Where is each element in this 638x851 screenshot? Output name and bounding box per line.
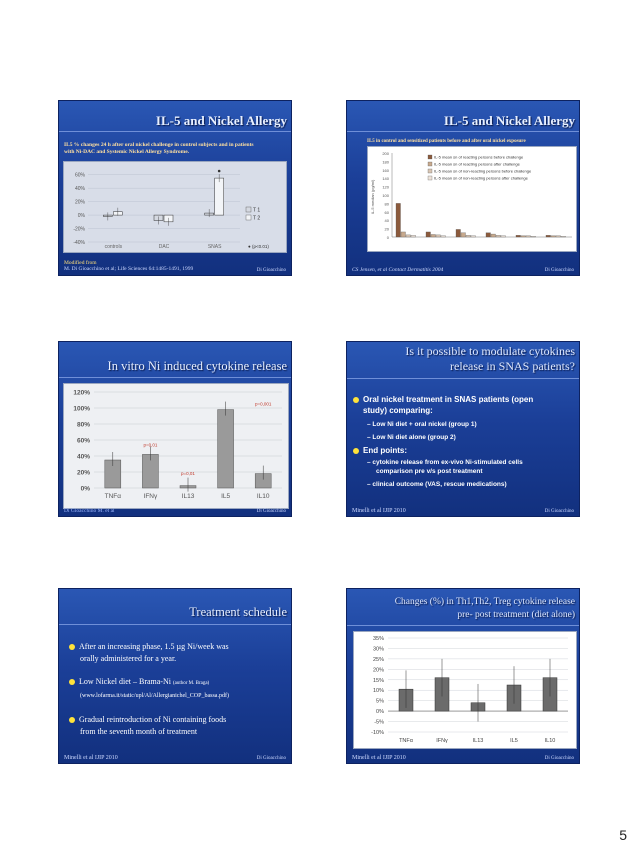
- footer-source: [64, 260, 193, 272]
- chart-panel: [367, 146, 577, 252]
- bullet-text: Gradual reintroduction of Ni containing foods: [79, 715, 227, 724]
- bar: [496, 235, 501, 237]
- significance-label: p=0,01: [181, 471, 195, 477]
- bullet-item: [69, 714, 289, 726]
- legend-label: IL-5 mean sn of non-reacting persons before challenge: [434, 168, 532, 174]
- y-tick-label: 40: [384, 218, 389, 224]
- footer-source: Minelli et al IJIP 2010: [64, 755, 118, 761]
- bar: [526, 236, 531, 237]
- y-tick-label: 20%: [372, 667, 384, 674]
- in-vitro-cytokine-chart: [64, 384, 288, 508]
- bullet-continuation: study) comparing:: [363, 406, 433, 415]
- y-tick-label: 140: [382, 176, 389, 182]
- sub-text: Low Ni diet alone (group 2): [372, 434, 456, 441]
- bar: [411, 235, 416, 237]
- legend-label: IL-5 mean sn of reacting persons before challenge: [434, 154, 524, 160]
- chart-panel: [353, 631, 577, 749]
- sub-text: cytokine release from ex-vivo Ni-stimulated cells: [372, 459, 523, 466]
- slide-title: [395, 596, 575, 622]
- footer-source: Di Gioacchino M. et al: [64, 508, 115, 514]
- bullet-text: Low Nickel diet – Brama-Ni: [79, 677, 173, 686]
- slide-title: IL-5 and Nickel Allergy: [443, 113, 575, 128]
- x-tick-label: IL10: [256, 493, 270, 500]
- y-tick-label: 160: [382, 167, 389, 173]
- bullet-item: [353, 445, 577, 456]
- slide-title: Treatment schedule: [189, 605, 287, 619]
- bullet-list: [353, 394, 577, 490]
- x-tick-label: IL13: [472, 738, 484, 744]
- y-tick-label: 100%: [73, 405, 90, 413]
- y-tick-label: 20: [384, 226, 389, 232]
- y-tick-label: -40%: [73, 240, 85, 246]
- y-tick-label: 120%: [73, 389, 90, 397]
- title-divider: [59, 377, 291, 378]
- x-tick-label: TNFα: [399, 738, 413, 744]
- slide-in-vitro: [58, 341, 292, 517]
- sub-item: [353, 479, 577, 490]
- significance-label: p=0,001: [254, 401, 272, 407]
- footer-author: Di Gioacchino: [544, 268, 574, 273]
- y-tick-label: 60: [384, 209, 389, 215]
- page-number: 5: [619, 827, 627, 843]
- y-tick-label: -20%: [73, 226, 85, 233]
- x-tick-label: IFNγ: [436, 738, 448, 744]
- bullet-text: End points:: [363, 446, 407, 455]
- bar: [516, 235, 521, 237]
- bar: [471, 236, 476, 237]
- x-tick-label: controls: [104, 244, 123, 250]
- sub-item: [353, 419, 577, 430]
- jensen-il5-chart: [368, 147, 576, 251]
- bar: [461, 233, 466, 237]
- dash: –: [367, 434, 373, 441]
- changes-cytokine-chart: [354, 632, 576, 748]
- bar: [456, 229, 461, 237]
- x-tick-label: IFNγ: [143, 493, 158, 500]
- bullet-list: [69, 641, 289, 738]
- y-tick-label: 35%: [372, 636, 384, 642]
- y-tick-label: 15%: [372, 677, 384, 684]
- slide-changes-diet: [346, 588, 580, 764]
- bullet-text: Oral nickel treatment in SNAS patients (open: [363, 395, 534, 404]
- sub-item: [353, 432, 577, 443]
- legend-swatch: [428, 162, 432, 166]
- dash: –: [367, 421, 373, 428]
- y-tick-label: 20%: [74, 199, 85, 206]
- bar: [436, 235, 441, 237]
- bar: [491, 234, 496, 237]
- footer-author: Di Gioacchino: [256, 509, 286, 514]
- y-tick-label: 40%: [74, 186, 85, 193]
- y-axis-label: IL-5 median (pg/ml): [370, 179, 375, 215]
- bullet-continuation: from the seventh month of treatment: [80, 727, 198, 736]
- y-tick-label: 0%: [376, 709, 384, 716]
- bar: [396, 203, 401, 237]
- slide-title: [405, 344, 575, 374]
- bar: [556, 236, 561, 237]
- title-divider: [59, 624, 291, 625]
- footer-author: Di Gioacchino: [256, 268, 286, 273]
- x-tick-label: IL5: [221, 493, 231, 500]
- bar: [561, 236, 566, 237]
- bar: [431, 234, 436, 237]
- y-tick-label: 40%: [76, 453, 90, 461]
- y-tick-label: 60%: [74, 172, 85, 179]
- bar: [551, 236, 556, 237]
- bar: [406, 235, 411, 237]
- y-tick-label: 0%: [77, 213, 85, 220]
- bar: [501, 236, 506, 237]
- legend-label: IL-5 mean sn of non-reacting persons after challenge: [434, 175, 528, 181]
- bar: [441, 236, 446, 237]
- bar: [426, 232, 431, 237]
- legend-label: IL-5 mean sn of reacting persons after challenge: [434, 161, 520, 167]
- footer-source: Minelli et al IJIP 2010: [352, 755, 406, 761]
- chart-panel: [63, 383, 289, 509]
- y-tick-label: 20%: [76, 469, 90, 477]
- slide-title-line-2: pre- post treatment (diet alone): [457, 610, 575, 620]
- y-tick-label: 5%: [376, 698, 384, 705]
- slide-caption: IL5 % changes 24 h after oral nickel challenge in control subjects and in patients with Ni-DAC and Systemic Nickel Allergy Syndrome.: [64, 142, 254, 155]
- title-divider: [59, 131, 291, 132]
- y-tick-label: 180: [382, 159, 389, 165]
- title-divider: [347, 378, 579, 379]
- il5-change-chart: [64, 162, 286, 252]
- legend-swatch: [428, 155, 432, 159]
- x-tick-label: IL13: [181, 493, 195, 500]
- bar: [531, 236, 536, 237]
- y-tick-label: 25%: [372, 656, 384, 663]
- footer-source: Minelli et al IJIP 2010: [352, 508, 406, 514]
- slide-il5-nickel-1: [58, 100, 292, 276]
- footer-author: Di Gioacchino: [256, 756, 286, 761]
- slide-treatment-schedule: [58, 588, 292, 764]
- footer-author: Di Gioacchino: [544, 509, 574, 514]
- bullet-dot: [353, 448, 359, 454]
- x-tick-label: TNFα: [104, 493, 122, 500]
- title-divider: [347, 625, 579, 626]
- y-tick-label: -5%: [374, 719, 384, 726]
- y-tick-label: 10%: [372, 688, 384, 695]
- bar: [546, 235, 551, 237]
- bullet-dot: [353, 397, 359, 403]
- title-divider: [347, 131, 579, 132]
- bullet-dot: [69, 644, 75, 650]
- slide-title-line-1: Is it possible to modulate cytokines: [405, 344, 575, 358]
- x-tick-label: IL5: [510, 738, 518, 744]
- sub-text: clinical outcome (VAS, rescue medications): [372, 481, 507, 488]
- slide-title-line-2: release in SNAS patients?: [450, 359, 575, 373]
- bullet-text: After an increasing phase, 1.5 µg Ni/week was: [79, 642, 229, 651]
- dash: –: [367, 481, 373, 488]
- footer-source-line-1: Modified from: [64, 260, 97, 266]
- bullet-continuation: orally administered for a year.: [80, 654, 177, 663]
- bullet-item: [69, 641, 289, 653]
- y-tick-label: 120: [382, 184, 389, 190]
- y-tick-label: 80: [384, 201, 389, 207]
- sub-item: [353, 458, 577, 467]
- dash: –: [367, 459, 373, 466]
- bullet-link[interactable]: (www.lofarma.it/static/upl/Al/Allergianichel_COP_bassa.pdf): [80, 693, 229, 699]
- bar: [466, 235, 471, 237]
- slide-modulate-cytokines: [346, 341, 580, 517]
- significance-marker: [218, 170, 221, 173]
- bullet-dot: [69, 717, 75, 723]
- bar: [486, 233, 491, 237]
- significance-note: ● (p<0.01): [248, 244, 269, 249]
- y-tick-label: -10%: [371, 730, 384, 736]
- y-tick-label: 0: [386, 235, 389, 240]
- footer-source: CS Jensen, et al Contact Dermatitis 2004: [352, 267, 444, 273]
- sub-text: Low Ni diet + oral nickel (group 1): [372, 421, 477, 428]
- slide-caption: IL5 in control and sensitized patients before and after oral nickel exposure: [367, 139, 526, 144]
- chart-panel: [63, 161, 287, 253]
- y-tick-label: 60%: [76, 437, 90, 445]
- bullet-dot: [69, 679, 75, 685]
- legend-swatch: [246, 207, 251, 212]
- y-tick-label: 0%: [80, 485, 90, 493]
- bullet-item: [69, 676, 289, 690]
- legend-swatch: [428, 169, 432, 173]
- footer-author: Di Gioacchino: [544, 756, 574, 761]
- slide-title: In vitro Ni induced cytokine release: [107, 359, 287, 373]
- bar: [521, 236, 526, 237]
- slide-il5-nickel-2: [346, 100, 580, 276]
- y-tick-label: 80%: [76, 421, 90, 429]
- bullet-note: (author M. Braga): [172, 681, 210, 686]
- slide-title: IL-5 and Nickel Allergy: [155, 113, 287, 128]
- footer-source-line-2: M. Di Gioacchino et al; Life Sciences 64:1485-1491, 1999: [64, 266, 194, 272]
- y-tick-label: 200: [382, 151, 389, 156]
- bar: [218, 410, 234, 488]
- slide-title-line-1: Changes (%) in Th1,Th2, Treg cytokine release: [394, 597, 575, 607]
- legend-label: T 2: [253, 215, 261, 222]
- bar: [401, 232, 406, 237]
- x-tick-label: IL10: [544, 738, 556, 744]
- x-tick-label: DAC: [158, 244, 170, 250]
- significance-label: p=0,01: [143, 442, 158, 448]
- legend-label: T 1: [253, 207, 261, 214]
- legend-swatch: [428, 176, 432, 180]
- bullet-item: [353, 394, 577, 405]
- sub-item-continuation: comparison pre v/s post treatment: [376, 468, 483, 475]
- y-tick-label: 100: [382, 193, 389, 198]
- x-tick-label: SNAS: [207, 244, 222, 250]
- legend-swatch: [246, 215, 251, 220]
- bar: [215, 178, 224, 215]
- y-tick-label: 30%: [372, 646, 384, 653]
